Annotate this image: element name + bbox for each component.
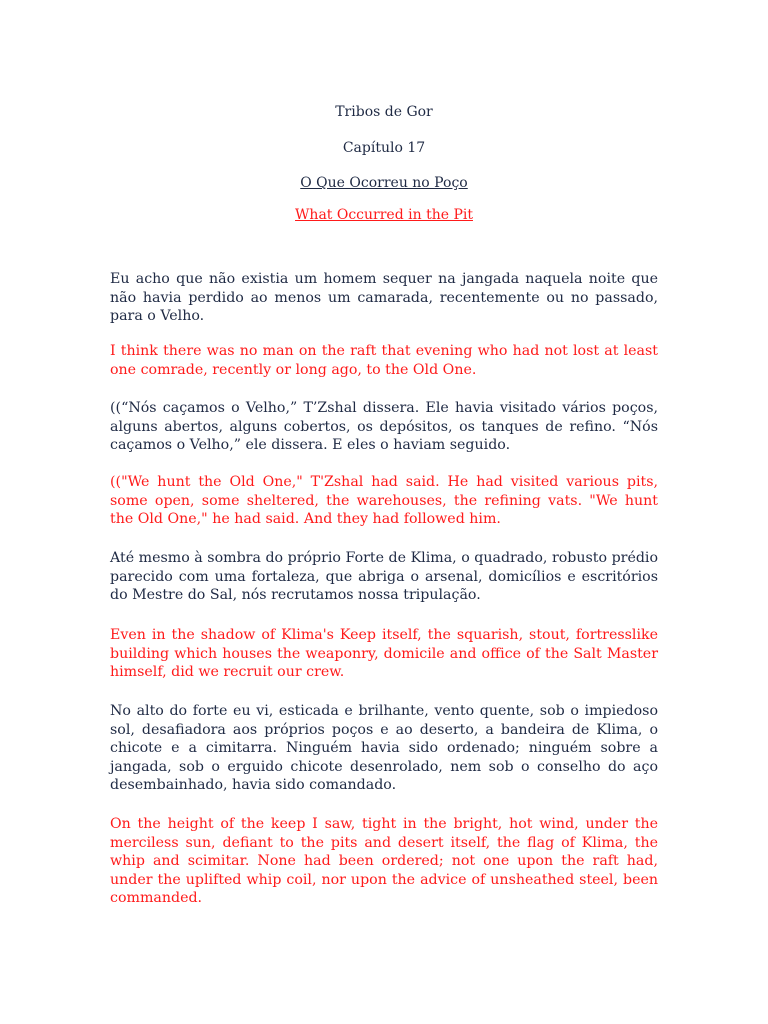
paragraph-en-2: (("We hunt the Old One," T'Zshal had said. He had visited various pits, some open, some sheltered, the warehouses, the refining vats. "We hunt the Old One," he had said. And they had followed him. [110, 474, 658, 527]
paragraph-en-3: Even in the shadow of Klima's Keep itself, the squarish, stout, fortresslike building which houses the weaponry, domicile and office of the Salt Master himself, did we recruit our crew. [110, 627, 658, 680]
book-title [0, 103, 768, 121]
paragraph-pt-1: Eu acho que não existia um homem sequer na jangada naquela noite que não havia perdido ao menos um camarada, recentemente ou no passado, para o Velho. [110, 271, 658, 324]
chapter-number [0, 139, 768, 157]
paragraph-pt-3: Até mesmo à sombra do próprio Forte de Klima, o quadrado, robusto prédio parecido com uma fortaleza, que abriga o arsenal, domicílios e escritórios do Mestre do Sal, nós recrutamos nossa tripulação. [110, 550, 658, 603]
chapter-number-text: Capítulo 17 [342, 140, 426, 156]
chapter-title-english [0, 206, 768, 224]
chapter-title-english-text: What Occurred in the Pit [295, 207, 473, 223]
chapter-title-portuguese-text: O Que Ocorreu no Poço [300, 175, 468, 191]
book-title-text: Tribos de Gor [335, 104, 433, 120]
paragraph-pt-2: ((“Nós caçamos o Velho,” T’Zshal dissera. Ele havia visitado vários poços, alguns abertos, alguns cobertos, os depósitos, os tanques de refino. “Nós caçamos o Velho,” ele dissera. E eles o haviam seguido. [110, 400, 658, 453]
paragraph-pt-4: No alto do forte eu vi, esticada e brilhante, vento quente, sob o impiedoso sol, desafiadora aos próprios poços e ao deserto, a bandeira de Klima, o chicote e a cimitarra. Ninguém havia sido ordenado; ninguém sobre a jangada, sob o erguido chicote desenrolado, nem sob o conselho do aço desembainhado, havia sido comandado. [110, 703, 658, 793]
chapter-title-portuguese [0, 174, 768, 192]
paragraph-en-4: On the height of the keep I saw, tight in the bright, hot wind, under the merciless sun, defiant to the pits and desert itself, the flag of Klima, the whip and scimitar. None had been ordered; not one upon the raft had, under the uplifted whip coil, nor upon the advice of unsheathed steel, been commanded. [110, 816, 658, 906]
paragraph-en-1: I think there was no man on the raft that evening who had not lost at least one comrade, recently or long ago, to the Old One. [110, 343, 658, 378]
